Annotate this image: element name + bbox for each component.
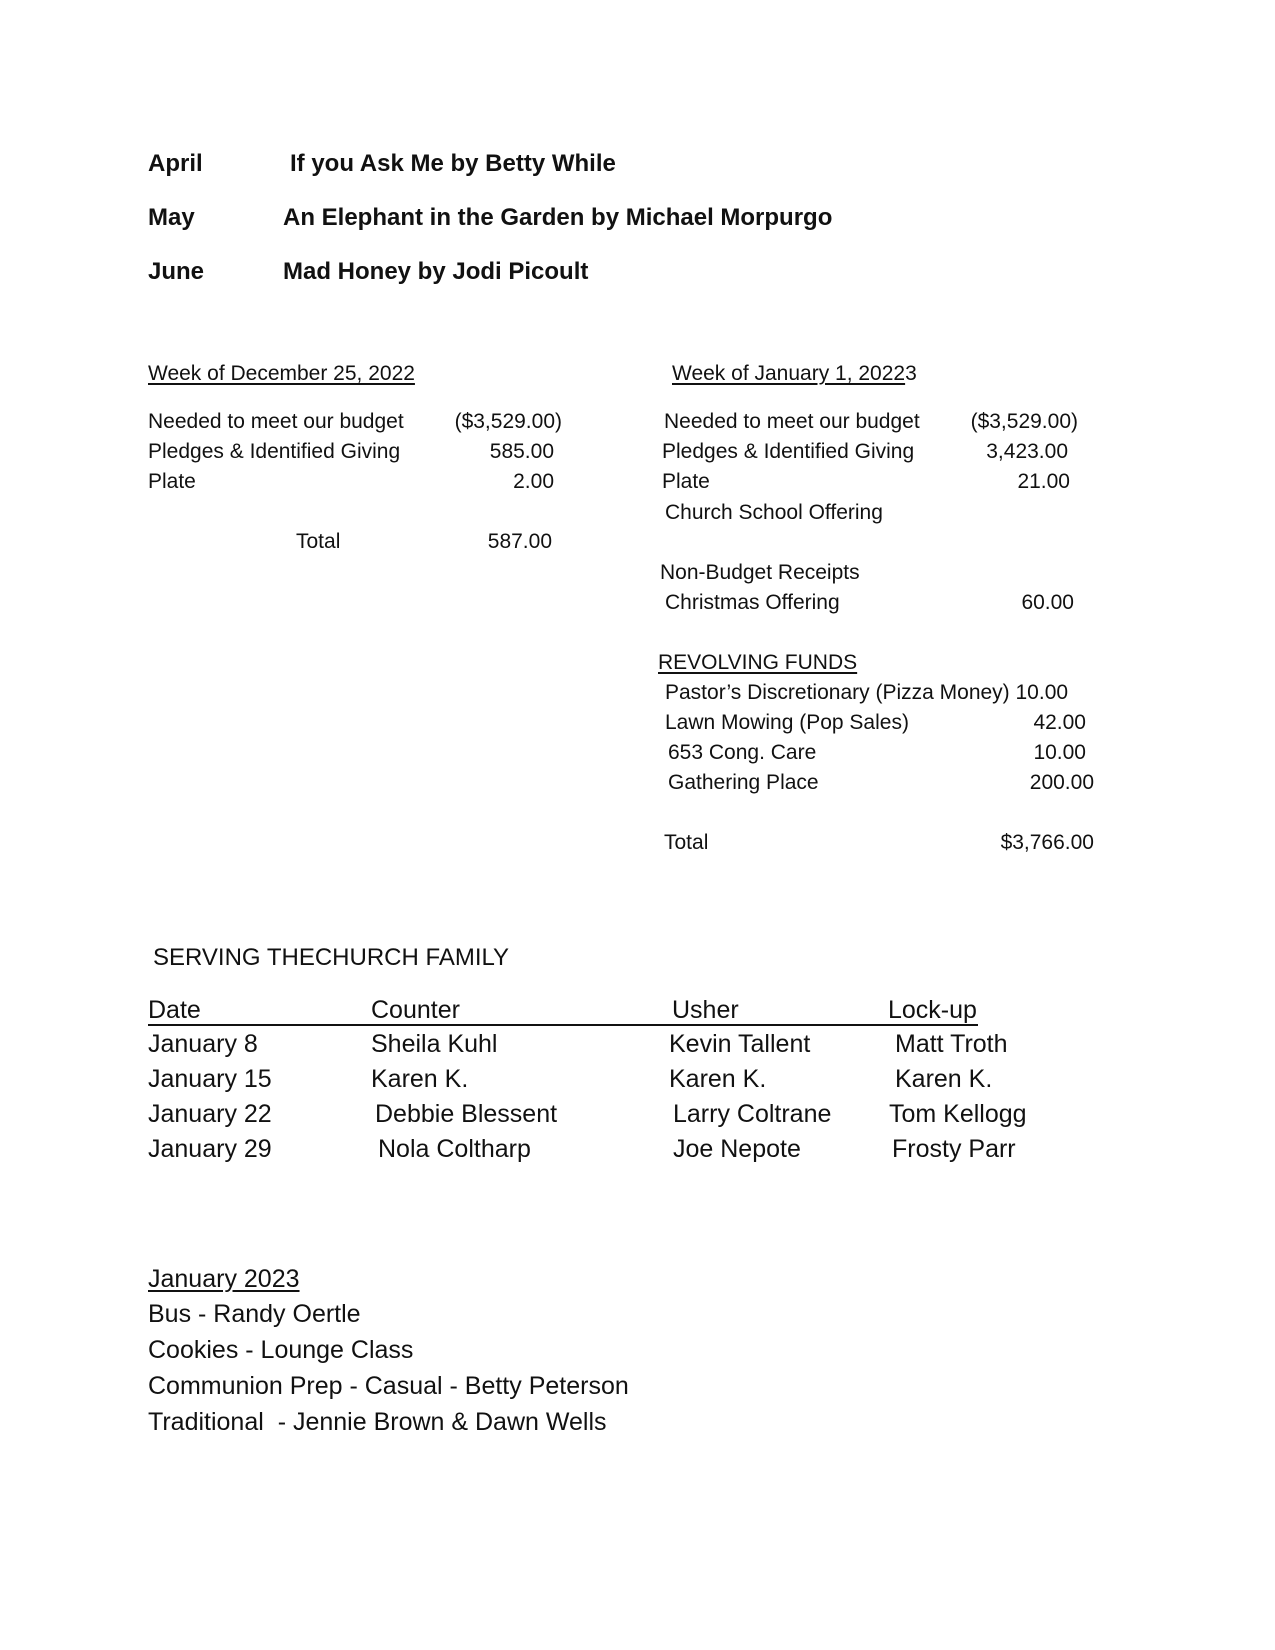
week2-heading-underlined: Week of January 1, 2022 bbox=[672, 362, 906, 385]
revolving-amount: 42.00 bbox=[1033, 711, 1086, 734]
week2-heading-tail: 3 bbox=[905, 362, 917, 385]
serving-header-rule bbox=[148, 1024, 978, 1026]
week2-total-label: Total bbox=[664, 831, 709, 854]
serving-cell-date: January 8 bbox=[148, 1030, 258, 1058]
serving-cell-lockup: Tom Kellogg bbox=[889, 1100, 1027, 1128]
serving-cell-counter: Karen K. bbox=[371, 1065, 469, 1093]
book-title-april: If you Ask Me by Betty While bbox=[290, 150, 616, 177]
week2-amount: ($3,529.00) bbox=[970, 410, 1078, 433]
january-heading: January 2023 bbox=[148, 1265, 300, 1293]
serving-cell-lockup: Karen K. bbox=[895, 1065, 993, 1093]
week2-label: Needed to meet our budget bbox=[664, 410, 920, 433]
revolving-amount: 10.00 bbox=[1033, 741, 1086, 764]
week1-amount: 585.00 bbox=[489, 440, 554, 463]
serving-cell-date: January 22 bbox=[148, 1100, 272, 1128]
serving-cell-counter: Sheila Kuhl bbox=[371, 1030, 498, 1058]
week2-amount: 3,423.00 bbox=[986, 440, 1068, 463]
serving-cell-usher: Karen K. bbox=[669, 1065, 767, 1093]
week1-label: Needed to meet our budget bbox=[148, 410, 404, 433]
week2-label: Pledges & Identified Giving bbox=[662, 440, 915, 463]
week1-heading: Week of December 25, 2022 bbox=[148, 362, 415, 385]
serving-cell-usher: Larry Coltrane bbox=[673, 1100, 832, 1128]
january-line: Communion Prep - Casual - Betty Peterson bbox=[148, 1372, 629, 1400]
serving-col-usher: Usher bbox=[672, 996, 739, 1024]
serving-cell-lockup: Matt Troth bbox=[895, 1030, 1008, 1058]
revolving-label: Pastor’s Discretionary (Pizza Money) 10.00 bbox=[665, 681, 1069, 704]
january-line: Cookies - Lounge Class bbox=[148, 1336, 414, 1364]
week1-label: Pledges & Identified Giving bbox=[148, 440, 401, 463]
serving-cell-counter: Debbie Blessent bbox=[375, 1100, 558, 1128]
non-budget-heading: Non-Budget Receipts bbox=[660, 561, 860, 584]
week2-total-amount: $3,766.00 bbox=[1000, 831, 1094, 854]
serving-cell-date: January 29 bbox=[148, 1135, 272, 1163]
january-line: Traditional - Jennie Brown & Dawn Wells bbox=[148, 1408, 607, 1436]
week1-total-amount: 587.00 bbox=[487, 530, 552, 553]
week1-label: Plate bbox=[148, 470, 196, 493]
serving-cell-date: January 15 bbox=[148, 1065, 272, 1093]
revolving-heading: REVOLVING FUNDS bbox=[658, 651, 858, 674]
non-budget-label: Christmas Offering bbox=[665, 591, 840, 614]
week1-amount: ($3,529.00) bbox=[454, 410, 562, 433]
week1-amount: 2.00 bbox=[513, 470, 554, 493]
serving-cell-counter: Nola Coltharp bbox=[378, 1135, 531, 1163]
book-month-april: April bbox=[148, 150, 203, 177]
book-title-may: An Elephant in the Garden by Michael Morpurgo bbox=[283, 204, 833, 231]
january-line: Bus - Randy Oertle bbox=[148, 1300, 361, 1328]
serving-col-lockup: Lock-up bbox=[888, 996, 977, 1024]
non-budget-amount: 60.00 bbox=[1021, 591, 1074, 614]
revolving-label: 653 Cong. Care bbox=[668, 741, 817, 764]
revolving-label: Lawn Mowing (Pop Sales) bbox=[665, 711, 909, 734]
revolving-amount: 200.00 bbox=[1029, 771, 1094, 794]
week2-amount: 21.00 bbox=[1017, 470, 1070, 493]
serving-col-date: Date bbox=[148, 996, 201, 1024]
serving-cell-usher: Joe Nepote bbox=[673, 1135, 801, 1163]
week2-heading bbox=[672, 362, 917, 386]
serving-heading: SERVING THECHURCH FAMILY bbox=[153, 944, 510, 971]
book-title-june: Mad Honey by Jodi Picoult bbox=[283, 258, 589, 285]
serving-col-counter: Counter bbox=[371, 996, 460, 1024]
week1-total-label: Total bbox=[296, 530, 341, 553]
week2-label: Plate bbox=[662, 470, 710, 493]
book-month-may: May bbox=[148, 204, 195, 231]
revolving-label: Gathering Place bbox=[668, 771, 819, 794]
serving-cell-lockup: Frosty Parr bbox=[892, 1135, 1016, 1163]
week2-label: Church School Offering bbox=[665, 501, 883, 524]
serving-cell-usher: Kevin Tallent bbox=[669, 1030, 811, 1058]
book-month-june: June bbox=[148, 258, 205, 285]
